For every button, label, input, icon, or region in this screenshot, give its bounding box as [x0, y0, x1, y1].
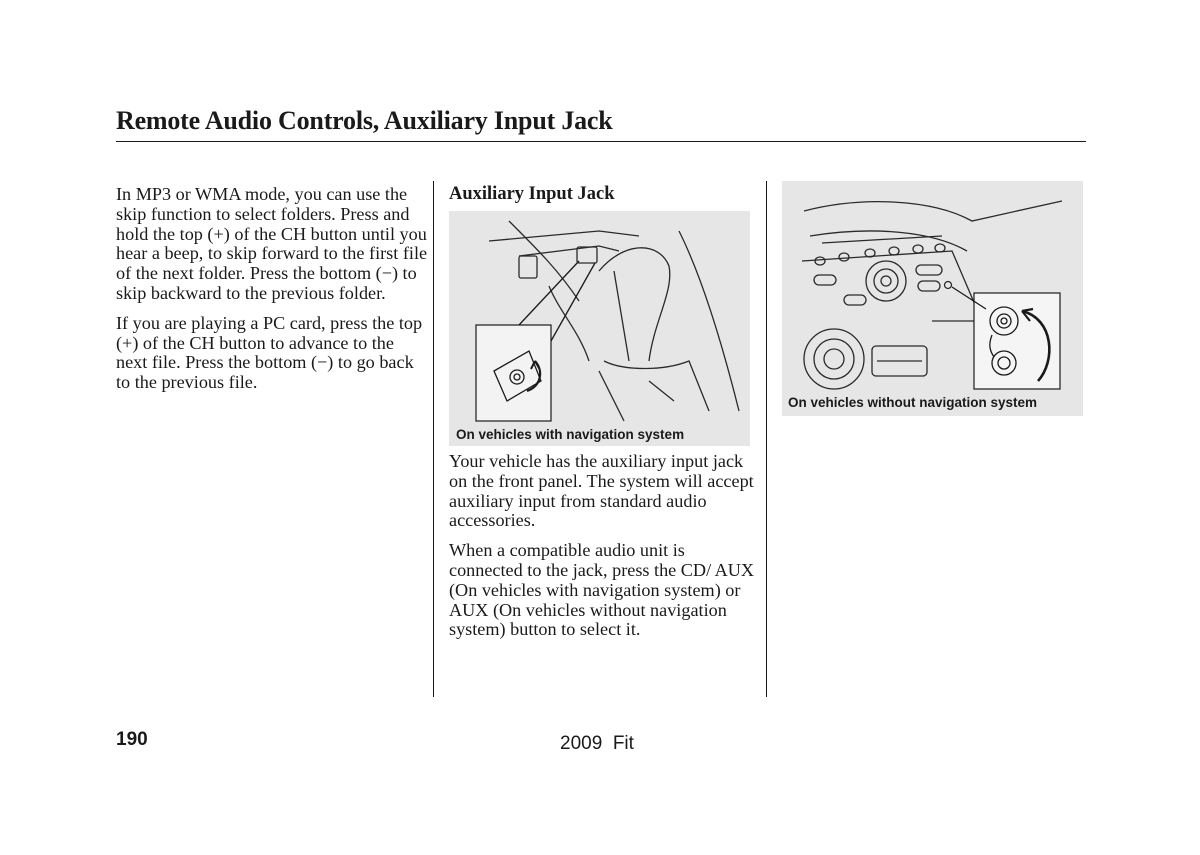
page-number: 190 [116, 729, 148, 750]
middle-column-text [449, 452, 761, 650]
title-rule [116, 141, 1086, 142]
paragraph-pc-card: If you are playing a PC card, press the top (+) of the CH button to advance to the next file. Press the bottom (−) to go back to the previous file. [116, 312, 423, 393]
figure-with-navigation [449, 211, 750, 446]
left-column-text [116, 185, 428, 403]
console-illustration [449, 211, 750, 426]
figure-without-navigation [782, 181, 1083, 416]
column-divider-right [766, 181, 767, 697]
figure-caption-with-nav: On vehicles with navigation system [456, 427, 685, 442]
aux-jack-inset-no-nav [974, 293, 1060, 389]
footer-model: 2009 Fit [560, 733, 634, 754]
paragraph-mp3-skip: In MP3 or WMA mode, you can use the skip function to select folders. Press and hold the top (+) of the CH button until you hear a beep, to skip forward to the first file of the next folder. Press the bottom (−) to skip backward to the previous folder. [116, 184, 428, 303]
paragraph-aux-description: Your vehicle has the auxiliary input jack on the front panel. The system will accept auxiliary input from standard audio accessories. [449, 451, 754, 531]
paragraph-aux-usage: When a compatible audio unit is connected to the jack, press the CD/ AUX (On vehicles with navigation system) or AUX (On vehicles without navigation system) button to select it. [449, 540, 755, 640]
column-divider-left [433, 181, 434, 697]
audio-panel-illustration [782, 181, 1083, 393]
section-heading-aux-jack: Auxiliary Input Jack [449, 184, 615, 204]
figure-caption-without-nav: On vehicles without navigation system [788, 395, 1038, 410]
page-title: Remote Audio Controls, Auxiliary Input Jack [116, 106, 613, 135]
